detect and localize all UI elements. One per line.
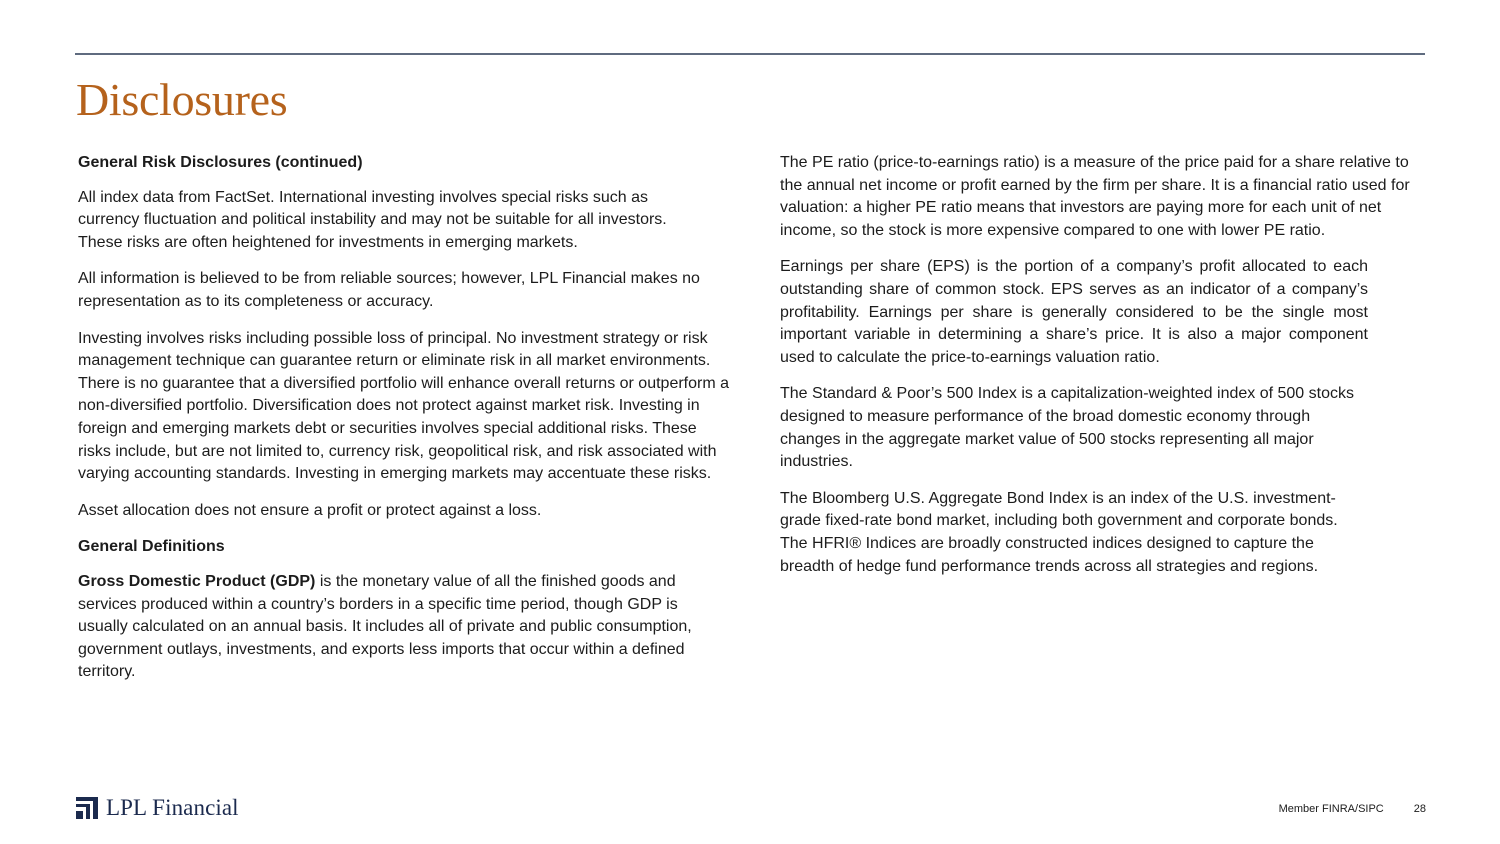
footer-right [1279,803,1426,815]
paragraph-eps: Earnings per share (EPS) is the portion of a company’s profit allocated to each outstanding share of common stock. EPS serves as an indicator of a company’s profitability. Earnings per share is generally considered to be the single most important variable in determining a share’s price. It is also a major component used to calculate the price-to-earnings valuation ratio. [780,258,1368,366]
paragraph-reliable-sources: All information is believed to be from reliable sources; however, LPL Financial makes no representation as to its completeness or accuracy. [78,270,700,310]
paragraph-gdp-definition [78,571,718,684]
lpl-logo-mark-icon [76,797,98,819]
paragraph-bloomberg-hfri: The Bloomberg U.S. Aggregate Bond Index is an index of the U.S. investment-grade fixed-rate bond market, including both government and corporate bonds. The HFRI® Indices are broadly constructed indices designed to capture the breadth of hedge fund performance trends across all strategies and regions. [780,489,1338,575]
logo-wordmark: LPL Financial [106,795,239,820]
left-column [78,152,738,698]
section-heading-general-definitions: General Definitions [78,538,225,556]
page-title: Disclosures [76,74,288,125]
paragraph-investing-risks: Investing involves risks including possible loss of principal. No investment strategy or risk management technique can guarantee return or eliminate risk in all market environments. There is no guarantee that a diversified portfolio will enhance overall returns or outperform a non-diversified portfolio. Diversification does not protect against market risk. Investing in foreign and emerging markets debt or securities involves special additional risks. These risks include, but are not limited to, currency risk, geopolitical risk, and risk associated with varying accounting standards. Investing in emerging markets may accentuate these risks. [78,329,730,483]
page-number: 28 [1413,803,1426,815]
section-heading-general-risk: General Risk Disclosures (continued) [78,154,363,171]
lpl-financial-logo [76,796,239,820]
paragraph-asset-allocation: Asset allocation does not ensure a profit or protect against a loss. [78,501,542,519]
member-finra-sipc: Member FINRA/SIPC [1278,803,1384,815]
paragraph-pe-ratio: The PE ratio (price-to-earnings ratio) is a measure of the price paid for a share relative to the annual net income or profit earned by the firm per share. It is a financial ratio used for valuation: a higher PE ratio means that investors are paying more for each unit of net income, so the stock is more expensive compared to one with lower PE ratio. [780,154,1410,239]
gdp-term: Gross Domestic Product (GDP) [78,572,316,590]
top-divider [75,53,1425,55]
paragraph-factset: All index data from FactSet. International investing involves special risks such as currency fluctuation and political instability and may not be suitable for all investors. These risks are often heightened for investments in emerging markets. [78,188,667,251]
gdp-definition-text: is the monetary value of all the finished goods and services produced within a country’s borders in a specific time period, though GDP is usually calculated on an annual basis. It includes all of private and public consumption, government outlays, investments, and exports less imports that occur within a defined territory. [78,572,692,681]
right-column [780,152,1420,592]
paragraph-sp500: The Standard & Poor’s 500 Index is a capitalization-weighted index of 500 stocks designed to measure performance of the broad domestic economy through changes in the aggregate market value of 500 stocks representing all major industries. [780,385,1354,471]
